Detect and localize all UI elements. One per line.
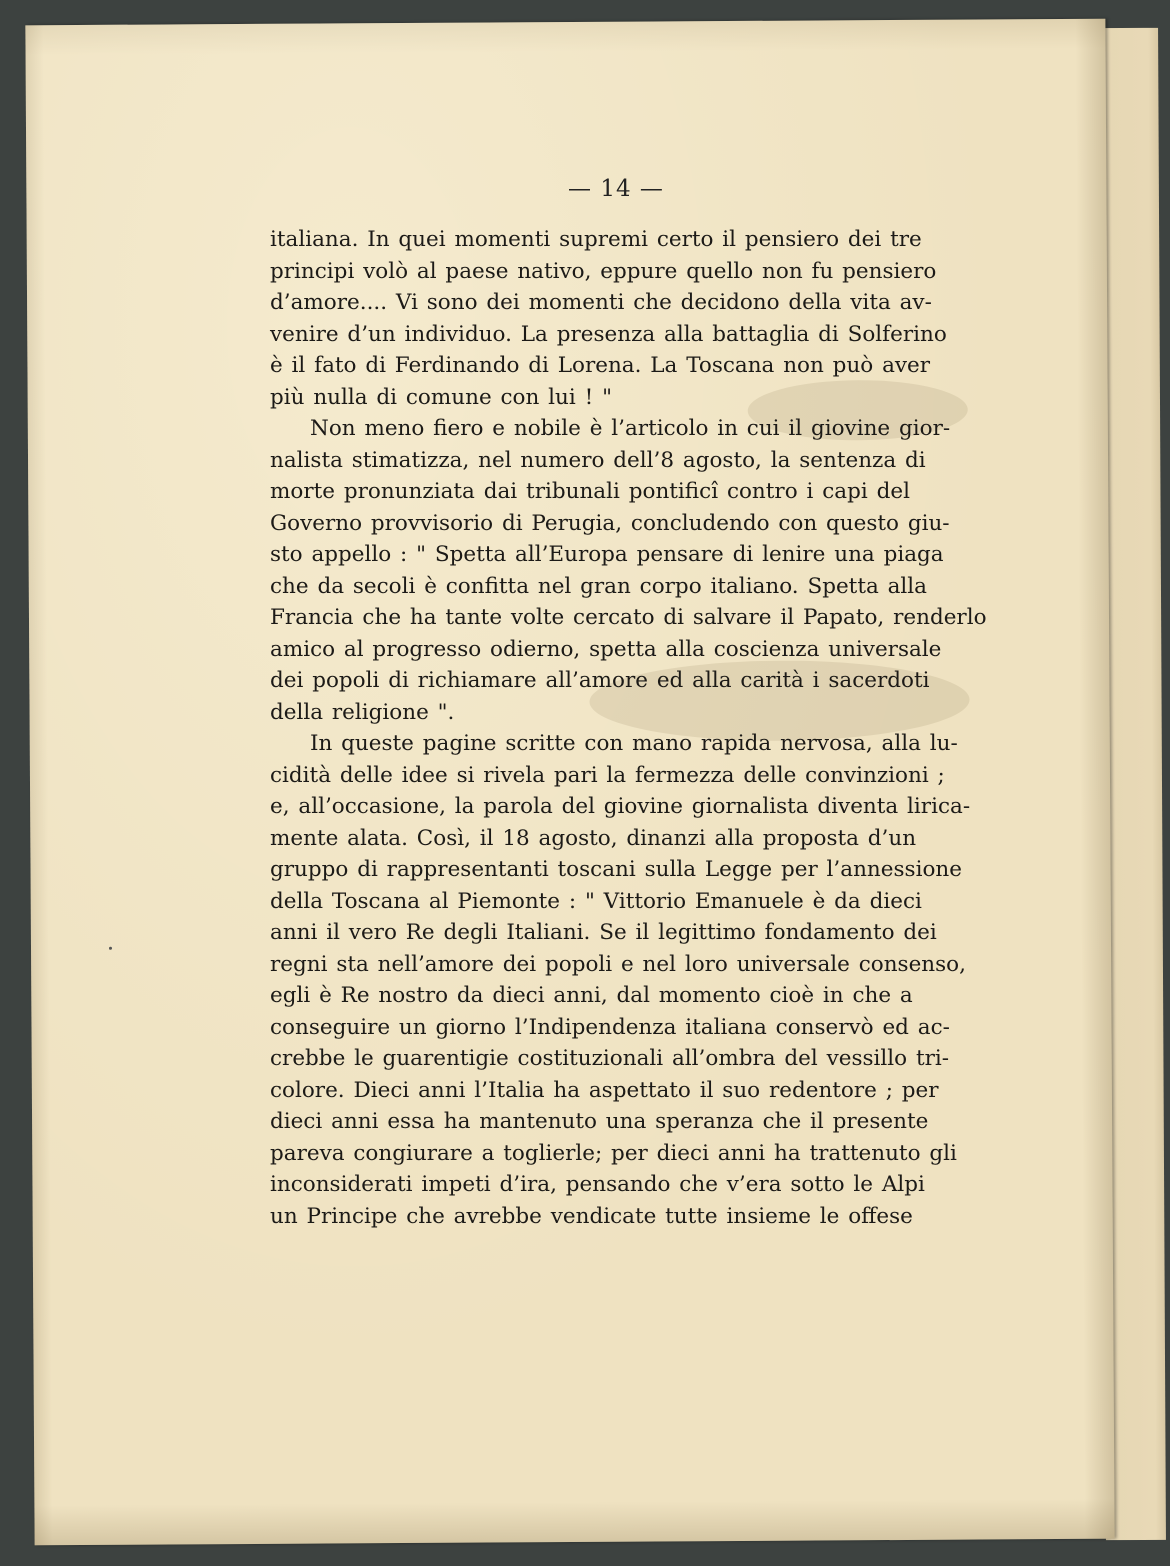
text-line: e, all’occasione, la parola del giovine giornalista diventa lirica- [270,794,971,819]
text-line: italiana. In quei momenti supremi certo il pensiero dei tre [270,227,922,252]
text-line: della Toscana al Piemonte : " Vittorio Emanuele è da dieci [270,888,922,914]
text-line: Francia che ha tante volte cercato di salvare il Papato, renderlo [270,605,987,630]
text-line: Governo provvisorio di Perugia, concludendo con questo giu- [270,510,950,536]
text-line: gruppo di rappresentanti toscani sulla Legge per l’annessione [270,857,962,882]
text-line: conseguire un giorno l’Indipendenza italiana conservò ed ac- [270,1014,950,1040]
text-line: dieci anni essa ha mantenuto una speranza che il presente [270,1109,929,1134]
text-line: Non meno fiero e nobile è l’articolo in cui il giovine gior- [310,416,951,441]
text-line: della religione ". [270,699,455,725]
text-line: più nulla di comune con lui ! " [270,384,612,410]
text-line: venire d’un individuo. La presenza alla battaglia di Solferino [270,321,947,347]
text-line: In queste pagine scritte con mano rapida nervosa, alla lu- [310,731,958,756]
page-number: — 14 — [568,176,664,202]
text-line: morte pronunziata dai tribunali pontificî contro i capi del [270,479,910,504]
text-line: regni sta nell’amore dei popoli e nel loro universale consenso, [270,951,966,977]
text-line: che da secoli è confitta nel gran corpo italiano. Spetta alla [270,573,928,599]
text-line: colore. Dieci anni l’Italia ha aspettato il suo redentore ; per [270,1077,939,1103]
text-line: nalista stimatizza, nel numero dell’8 agosto, la sentenza di [270,447,926,473]
body-text [270,224,987,1232]
text-line: inconsiderati impeti d’ira, pensando che v’era sotto le Alpi [270,1172,925,1197]
text-line: d’amore.... Vi sono dei momenti che decidono della vita av- [270,290,932,315]
text-line: è il fato di Ferdinando di Lorena. La Toscana non può aver [270,353,931,378]
text-line: egli è Re nostro da dieci anni, dal momento cioè in che a [270,983,913,1008]
text-line: pareva congiurare a toglierle; per dieci anni ha trattenuto gli [270,1140,957,1166]
text-line: crebbe le guarentigie costituzionali all’ombra del vessillo tri- [270,1046,949,1071]
paper-speck [109,947,112,950]
text-line: mente alata. Così, il 18 agosto, dinanzi alla proposta d’un [270,825,917,851]
text-line: amico al progresso odierno, spetta alla coscienza universale [270,636,942,662]
text-line: cidità delle idee si rivela pari la fermezza delle convinzioni ; [270,762,945,788]
text-line: principi volò al paese nativo, eppure quello non fu pensiero [270,258,937,284]
text-line: un Principe che avrebbe vendicate tutte insieme le offese [270,1203,913,1229]
text-line: anni il vero Re degli Italiani. Se il legittimo fondamento dei [270,920,937,945]
text-line: dei popoli di richiamare all’amore ed alla carità i sacerdoti [270,668,930,693]
text-line: sto appello : " Spetta all’Europa pensare di lenire una piaga [270,542,944,567]
